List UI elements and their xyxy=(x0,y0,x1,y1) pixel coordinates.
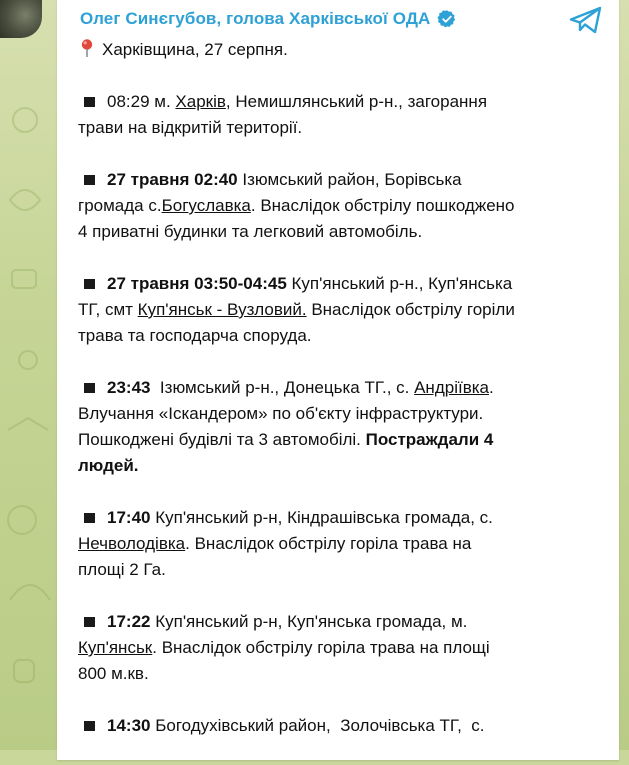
intro-text: Харківщина, 27 серпня. xyxy=(102,40,288,59)
incident-text: Куп'янський р-н, Куп'янська громада, м. xyxy=(150,612,468,631)
round-pushpin-icon xyxy=(78,38,96,58)
incident-text: , Немишлянський р-н., загорання xyxy=(225,92,488,111)
sender-name[interactable]: Олег Синєгубов, голова Харківської ОДА xyxy=(80,9,431,28)
incident-text: Куп'янський р-н, Кіндрашівська громада, с. xyxy=(150,508,493,527)
casualties-text: людей. xyxy=(78,456,139,475)
incident-text: ТГ, смт xyxy=(78,300,138,319)
location-link[interactable]: Нечволодівка xyxy=(78,534,186,553)
incident-text: Богодухівський район, Золочівська ТГ, с. xyxy=(150,716,485,735)
incident-text: . Внаслідок обстрілу горіла трава на площі xyxy=(152,638,490,657)
incident-text: . Внаслідок обстрілу горіла трава на xyxy=(185,534,472,553)
black-square-bullet-icon xyxy=(84,617,95,627)
incident-text: Влучання «Іскандером» по об'єкту інфраструктури. xyxy=(78,404,484,423)
location-link[interactable]: Куп'янськ - Вузловий. xyxy=(137,300,307,319)
black-square-bullet-icon xyxy=(84,513,95,523)
black-square-bullet-icon xyxy=(84,721,95,731)
telegram-share-icon[interactable] xyxy=(569,6,603,34)
incident-text: Ізюмський район, Борівська xyxy=(237,170,462,189)
incident-time: 23:43 xyxy=(107,378,151,397)
incident-time: 17:22 xyxy=(107,612,151,631)
verified-badge-icon xyxy=(437,9,457,29)
message-header xyxy=(80,4,457,34)
incident-item xyxy=(78,713,610,739)
black-square-bullet-icon xyxy=(84,383,95,393)
location-link[interactable]: Куп'янськ xyxy=(78,638,153,657)
location-link[interactable]: Харків xyxy=(175,92,226,111)
black-square-bullet-icon xyxy=(84,97,95,107)
black-square-bullet-icon xyxy=(84,279,95,289)
incident-text: трави на відкритій території. xyxy=(78,118,303,137)
incident-text: Ізюмський р-н., Донецька ТГ., с. xyxy=(150,378,415,397)
incident-text: громада с. xyxy=(78,196,162,215)
chat-wallpaper-doodles xyxy=(0,0,60,750)
incident-time: 14:30 xyxy=(107,716,151,735)
incident-text: . xyxy=(489,378,494,397)
incident-item xyxy=(78,505,610,583)
incident-text: площі 2 Га. xyxy=(78,560,166,579)
incident-item xyxy=(78,271,610,349)
incident-text: Пошкоджені будівлі та 3 автомобілі. xyxy=(78,430,366,449)
message-intro xyxy=(78,37,610,63)
incident-text: Внаслідок обстрілу горіли xyxy=(306,300,515,319)
incident-time: 27 травня 03:50-04:45 xyxy=(107,274,287,293)
incident-text: Куп'янський р-н., Куп'янська xyxy=(286,274,513,293)
incident-text: . Внаслідок обстрілу пошкоджено xyxy=(250,196,515,215)
incident-text: 800 м.кв. xyxy=(78,664,149,683)
casualties-text: Постраждали 4 xyxy=(365,430,494,449)
incident-text: 4 приватні будинки та легковий автомобіль. xyxy=(78,222,423,241)
message-text xyxy=(78,37,610,765)
incident-text: трава та господарча споруда. xyxy=(78,326,312,345)
incident-item xyxy=(78,375,610,479)
incident-time: 27 травня 02:40 xyxy=(107,170,238,189)
location-link[interactable]: Богуславка xyxy=(161,196,251,215)
black-square-bullet-icon xyxy=(84,175,95,185)
incident-time: 17:40 xyxy=(107,508,151,527)
incident-time: 08:29 xyxy=(107,92,150,111)
incident-text: м. xyxy=(149,92,176,111)
location-link[interactable]: Андріївка xyxy=(414,378,489,397)
incident-item xyxy=(78,89,610,141)
incident-item xyxy=(78,609,610,687)
incident-item xyxy=(78,167,610,245)
